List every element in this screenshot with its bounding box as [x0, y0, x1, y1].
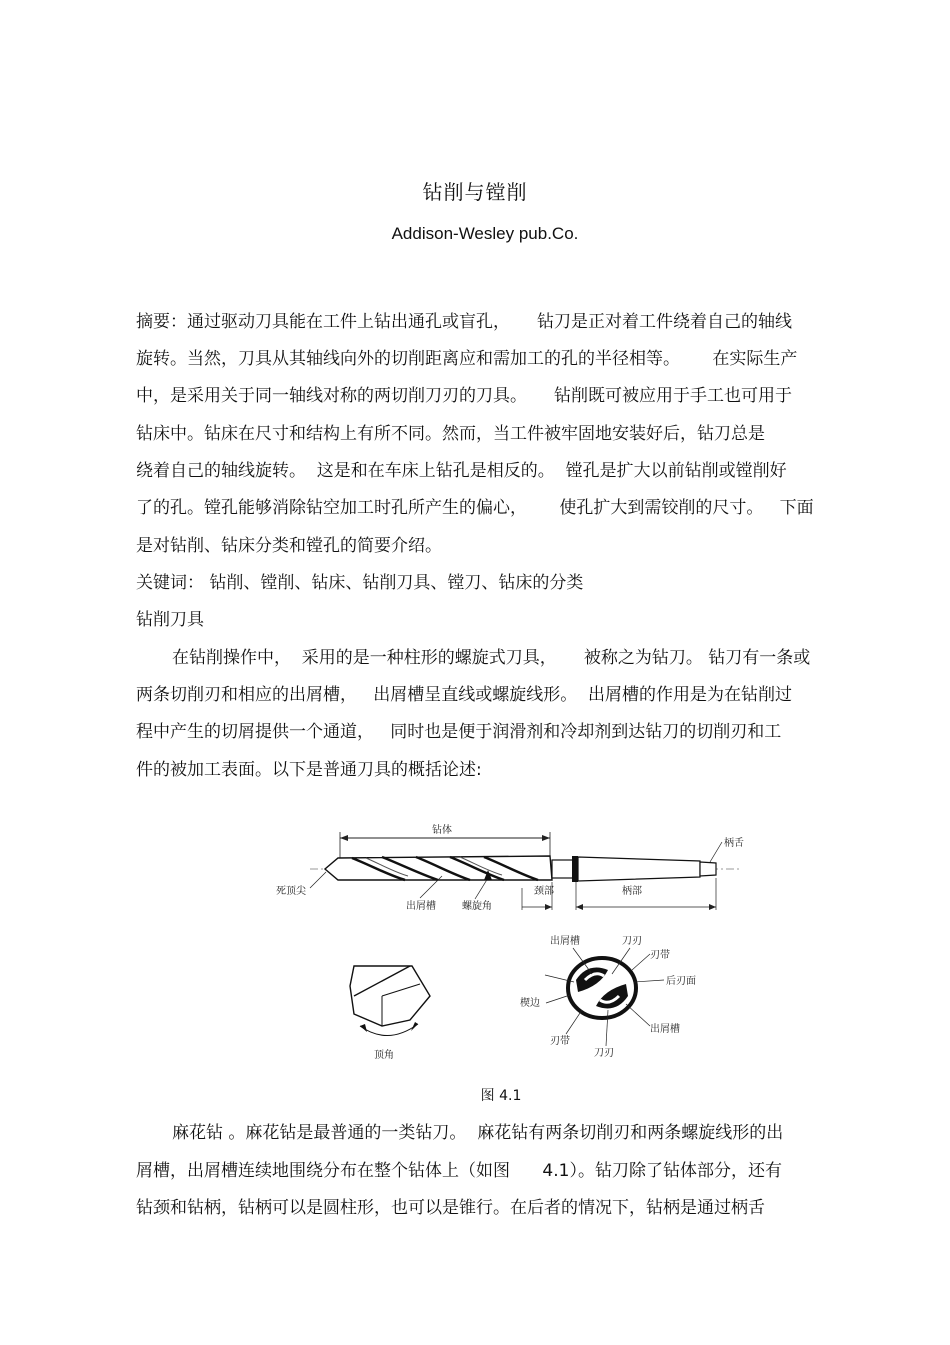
label-point-angle: 顶角 [374, 1050, 394, 1061]
drill-point-detail [350, 966, 430, 1036]
label-shank: 柄部 [622, 886, 642, 897]
abstract-line: 绕着自己的轴线旋转。 这是和在车床上钻孔是相反的。 镗孔是扩大以前钻削或镗削好 [136, 461, 787, 481]
publisher: Addison-Wesley pub.Co. [391, 224, 579, 243]
label-flute: 出屑槽 [406, 901, 436, 912]
label-dead-center: 死顶尖 [276, 886, 306, 897]
paragraph-line: 程中产生的切屑提供一个通道， 同时也是便于润滑剂和冷却剂到达钻刀的切削刃和工 [136, 722, 782, 742]
abstract-line: 是对钻削、钻床分类和镗孔的简要介绍。 [136, 536, 442, 556]
abstract-line: 钻床中。钻床在尺寸和结构上有所不同。然而，当工件被牢固地安装好后，钻刀总是 [136, 424, 765, 444]
drill-shank [578, 857, 700, 881]
label-cutting-edge-top: 刀刃 [622, 936, 642, 947]
abstract-line: 旋转。当然，刀具从其轴线向外的切削距离应和需加工的孔的半径相等。 在实际生产 [136, 349, 798, 369]
figure-caption: 图 4.1 [480, 1088, 522, 1104]
document-title: 钻削与镗削 [422, 180, 528, 204]
label-land: 楔边 [520, 998, 540, 1009]
abstract-line: 了的孔。镗孔能够消除钻空加工时孔所产生的偏心， 使孔扩大到需铰削的尺寸。 下面 [136, 498, 814, 518]
label-helix-angle: 螺旋角 [462, 901, 492, 912]
label-neck: 颈部 [534, 886, 554, 897]
abstract-line: 摘要：通过驱动刀具能在工件上钻出通孔或盲孔， 钻刀是正对着工件绕着自己的轴线 [136, 312, 793, 332]
paragraph-line: 麻花钻 。麻花钻是最普通的一类钻刀。 麻花钻有两条切削刃和两条螺旋线形的出 [172, 1123, 784, 1143]
section-heading: 钻削刀具 [136, 610, 204, 630]
paragraph-line: 屑槽，出屑槽连续地围绕分布在整个钻体上（如图 4.1）。钻刀除了钻体部分，还有 [136, 1161, 782, 1181]
paragraph-line: 在钻削操作中， 采用的是一种柱形的螺旋式刀具， 被称之为钻刀。 钻刀有一条或 [172, 648, 811, 668]
twist-drill-figure [270, 820, 750, 1070]
drill-cross-section [568, 958, 636, 1018]
abstract-line: 中，是采用关于同一轴线对称的两切削刀刃的刀具。 钻削既可被应用于手工也可用于 [136, 386, 793, 406]
label-margin-right: 刃带 [650, 950, 670, 961]
paragraph-line: 两条切削刃和相应的出屑槽， 出屑槽呈直线或螺旋线形。 出屑槽的作用是为在钻削过 [136, 685, 793, 705]
label-margin-bottom: 刃带 [550, 1036, 570, 1047]
label-tang: 柄舌 [724, 838, 744, 849]
label-flute-bottom: 出屑槽 [650, 1024, 680, 1035]
label-body: 钻体 [432, 825, 452, 836]
paragraph-line: 钻颈和钻柄，钻柄可以是圆柱形，也可以是锥行。在后者的情况下，钻柄是通过柄舌 [136, 1198, 765, 1218]
label-cutting-edge-bottom: 刀刃 [594, 1048, 614, 1059]
label-flute-top: 出屑槽 [550, 936, 580, 947]
label-flank: 后刃面 [666, 976, 696, 987]
keywords: 关键词： 钻削、镗削、钻床、钻削刀具、镗刀、钻床的分类 [136, 573, 584, 593]
paragraph-line: 件的被加工表面。以下是普通刀具的概括论述: [136, 760, 482, 780]
